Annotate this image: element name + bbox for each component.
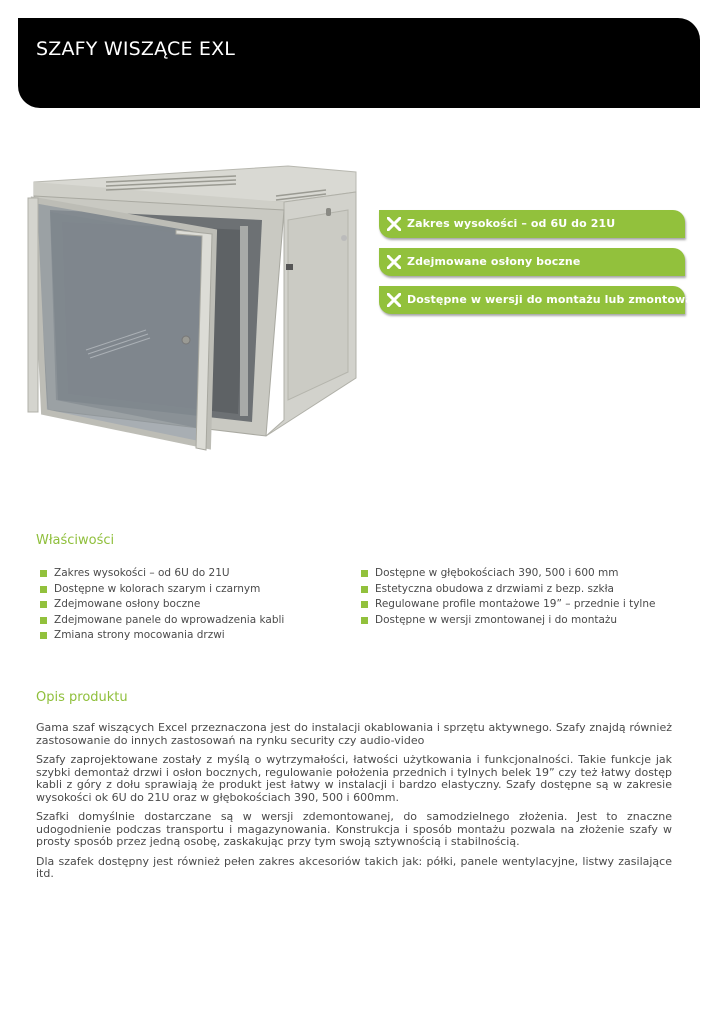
bullet-icon [40, 632, 47, 639]
feature-badge [379, 248, 685, 276]
bullet-icon [40, 617, 47, 624]
list-item: Zakres wysokości – od 6U do 21U [36, 566, 284, 582]
bullet-icon [40, 570, 47, 577]
page-title: SZAFY WISZĄCE EXL [36, 38, 236, 60]
paragraph: Szafki domyślnie dostarczane są w wersji zdemontowanej, do samodzielnego złożenia. Jest to znaczne udogodnienie podczas transportu i magazynowania. Konstrukcja i sposób montażu pozwala na złożenie szafy w prosty sposób przez jedną osobę, zaskakując przy tym swoją sztywnością i stabilnością. [36, 810, 672, 848]
feature-label: Zdejmowane osłony boczne [407, 255, 581, 268]
properties-heading: Właściwości [36, 533, 115, 548]
paragraph: Gama szaf wiszących Excel przeznaczona jest do instalacji okablowania i sprzętu aktywnego. Szafy znajdą również zastosowanie do innych zastosowań na rynku security czy audio-video [36, 721, 672, 747]
feature-badge [379, 210, 685, 238]
bullet-icon [361, 601, 368, 608]
page-header [18, 18, 700, 108]
description-body [36, 722, 672, 888]
list-item: Zdejmowane panele do wprowadzenia kabli [36, 613, 284, 629]
bullet-icon [361, 586, 368, 593]
list-item: Dostępne w wersji zmontowanej i do montażu [357, 613, 655, 629]
feature-label: Zakres wysokości – od 6U do 21U [407, 217, 616, 230]
description-heading: Opis produktu [36, 690, 128, 705]
bullet-icon [361, 570, 368, 577]
properties-list-right [357, 566, 655, 628]
x-icon [387, 217, 401, 231]
paragraph: Dla szafek dostępny jest również pełen zakres akcesoriów takich jak: półki, panele wentylacyjne, listwy zasilające itd. [36, 854, 672, 880]
bullet-icon [361, 617, 368, 624]
properties-list-left [36, 566, 284, 644]
paragraph: Szafy zaprojektowane zostały z myślą o wytrzymałości, łatwości użytkowania i funkcjonalności. Takie funkcje jak szybki demontaż drzwi i osłon bocznych, regulowanie położenia przednich i tylnych belek 19” czy też łatwy dostęp kabli z góry z dołu sprawiają że produkt jest łatwy w instalacji i bardzo elastyczny. Szafy dostępne są w zakresie wysokości ok 6U do 21U oraz w głębokościach 390, 500 i 600mm. [36, 753, 672, 804]
product-image [26, 160, 366, 460]
feature-badge [379, 286, 713, 314]
list-item: Estetyczna obudowa z drzwiami z bezp. szkła [357, 582, 655, 598]
feature-label: Dostępne w wersji do montażu lub zmontowanej [407, 293, 713, 306]
x-icon [387, 293, 401, 307]
list-item: Dostępne w kolorach szarym i czarnym [36, 582, 284, 598]
list-item: Zdejmowane osłony boczne [36, 597, 284, 613]
bullet-icon [40, 586, 47, 593]
list-item: Zmiana strony mocowania drzwi [36, 628, 284, 644]
bullet-icon [40, 601, 47, 608]
list-item: Dostępne w głębokościach 390, 500 i 600 mm [357, 566, 655, 582]
list-item: Regulowane profile montażowe 19” – przednie i tylne [357, 597, 655, 613]
x-icon [387, 255, 401, 269]
